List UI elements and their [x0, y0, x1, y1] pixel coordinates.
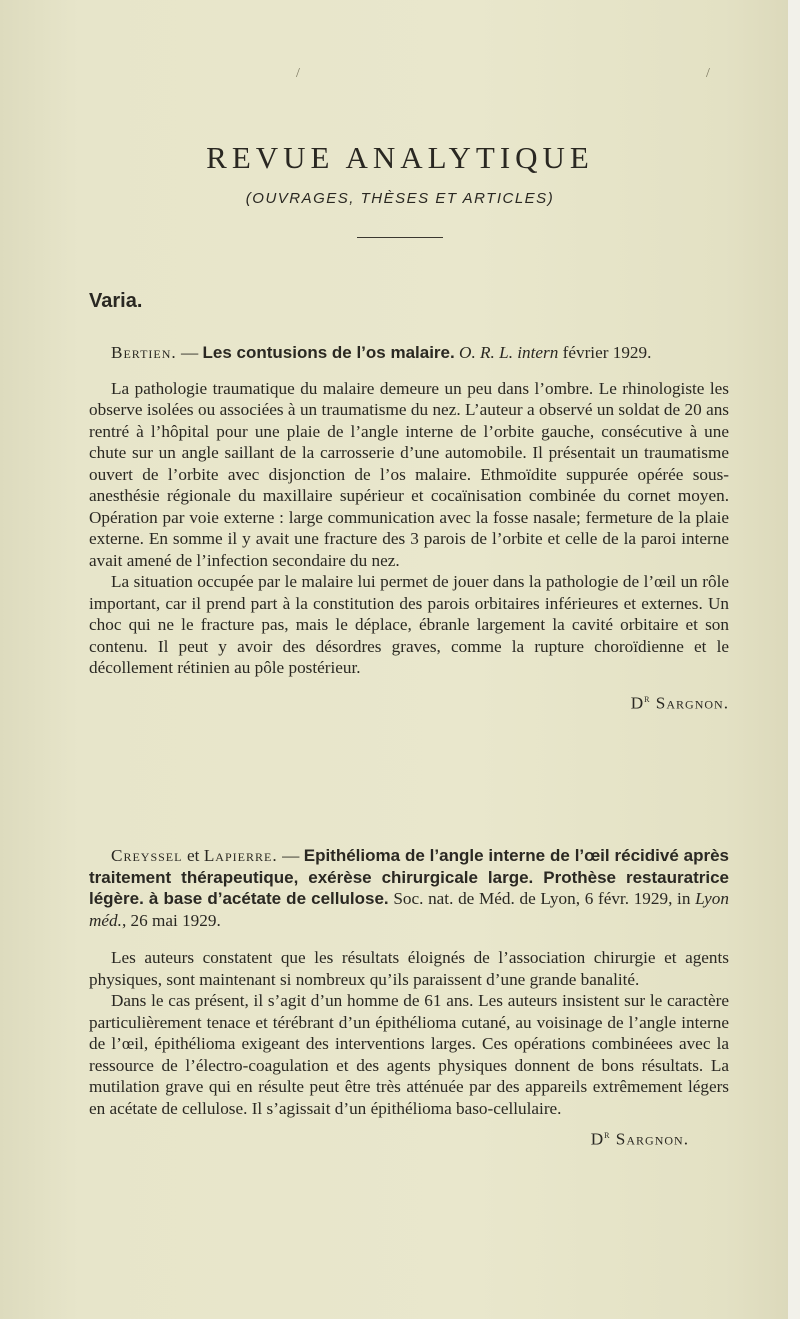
- article-2-author-1: Creyssel: [111, 846, 183, 865]
- article-2-paragraph-2: Dans le cas présent, il s’agit d’un homme de 61 ans. Les auteurs insistent sur le caractère particulièrement tenace et térébrant d’un épithélioma cutané, au voisinage de l’angle interne de l’œil, épithélioma exigeant des interventions larges. Ces opérations combinéees avec la ressource de l’électro-coagulation et des agents physiques donnent de bons résultats. La mutilation grave qui en résulte peut être très atténuée par des appareils extrêmement légers en acétate de cellulose. Il s’agissait d’un épithélioma baso-cellulaire.: [89, 991, 729, 1118]
- article-1-signature-prefix: D: [630, 693, 645, 713]
- article-2-author-2: Lapierre.: [203, 846, 278, 865]
- article-2-journal: Lyon méd.: [89, 889, 729, 930]
- article-1-dash: —: [176, 343, 203, 362]
- title-divider: [357, 237, 443, 238]
- article-1-signature-sup: r: [644, 692, 651, 705]
- page-subtitle: (OUVRAGES, THÈSES ET ARTICLES): [245, 190, 555, 207]
- article-2-signature-prefix: D: [590, 1129, 605, 1149]
- article-1-paragraph-1: La pathologie traumatique du malaire demeure un peu dans l’ombre. Le rhinologiste les observe isolées ou associées à un traumatisme du nez. L’auteur a observé un soldat de 20 ans rentré à l’hôpital pour une plaie de l’angle interne de l’orbite gauche, consécutive à une chute sur un angle saillant de la carrosserie d’une automobile. Il présentait un traumatisme ouvert de l’orbite avec disjonction de l’os malaire. Ethmoïdite suppurée opérée sous-anesthésie régionale du maxillaire supérieur et cocaïnisation combinée du cornet moyen. Opération par voie externe : large communication avec la fosse nasale; fermeture de la plaie externe. En somme il y avait une fracture des 3 parois de l’orbite et celle de la paroi interne avait amené de l’infection secondaire du nez.: [89, 378, 729, 570]
- page-title: REVUE ANALYTIQUE: [206, 140, 594, 175]
- article-2-source: Soc. nat. de Méd. de Lyon, 6 févr. 1929, in: [388, 889, 696, 908]
- article-2-date: , 26 mai 1929.: [121, 910, 221, 930]
- article-1-author: Bertien.: [111, 343, 177, 362]
- article-2-title: Epithélioma de l’angle interne de l’œil récidivé après traitement thérapeutique, exérèse chirurgicale large. Prothèse restauratrice légère. à base d’acétate de cellulose.: [89, 846, 730, 908]
- article-1-signature: [89, 689, 729, 714]
- page-speck-2: /: [706, 66, 710, 81]
- article-2-signature-sup: r: [604, 1129, 611, 1141]
- article-1-date: février 1929.: [562, 343, 652, 362]
- section-title: Varia.: [89, 290, 143, 312]
- article-2-paragraph-1: Les auteurs constatent que les résultats éloignés de l’association chirurgie et agents physiques, sont maintenant si nombreux qu’ils paraissent d’une grande banalité.: [89, 948, 729, 989]
- article-2-conj: et: [182, 846, 204, 865]
- article-1: [89, 342, 729, 714]
- article-1-paragraph-2: La situation occupée par le malaire lui permet de jouer dans la pathologie de l’œil un rôle important, car il prend part à la constitution des parois orbitaires inférieures et externes. Un choc qui ne le fracture pas, mais le déplace, ébranle largement la cavité orbitaire et son contenu. Il peut y avoir des désordres graves, comme la rupture choroïdienne et le décollement rétinien au pôle postérieur.: [89, 572, 729, 677]
- article-2-signature: [89, 1125, 689, 1150]
- article-2: [89, 845, 729, 1150]
- article-1-source: O. R. L. intern: [459, 343, 559, 362]
- article-2-reference: [89, 845, 729, 931]
- page-speck: /: [296, 66, 300, 81]
- scan-margin: [788, 0, 800, 1319]
- article-1-signature-name: Sargnon.: [655, 693, 729, 713]
- article-1-title: Les contusions de l’os malaire.: [202, 343, 455, 362]
- article-2-dash: —: [277, 846, 304, 865]
- article-2-signature-name: Sargnon.: [615, 1129, 689, 1149]
- article-1-reference: [89, 342, 729, 364]
